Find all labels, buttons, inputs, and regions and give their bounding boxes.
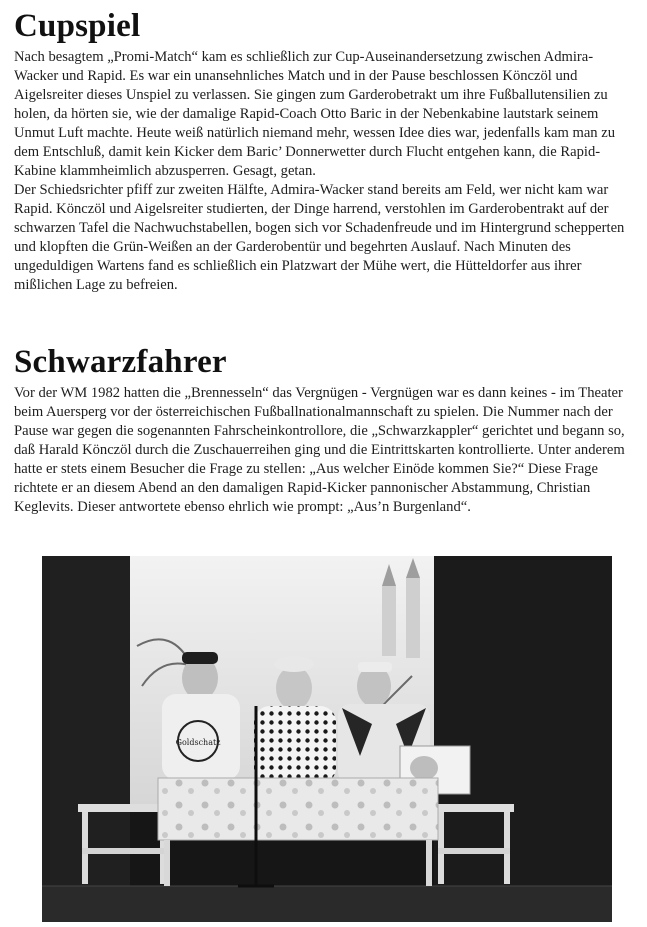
- section-body: [14, 48, 634, 295]
- section-body: [14, 384, 634, 517]
- section-title: Schwarzfahrer: [14, 344, 227, 380]
- paragraph: Nach besagtem „Promi-Match“ kam es schließlich zur Cup-Auseinandersetzung zwischen Admira-Wacker und Rapid. Es war ein unansehnliches Match und in der Pause beschlossen Könczöl und Aigelsreiter dieses Unspiel zu verlassen. Sie gingen zum Garderobetrakt um ihre Fußballutensilien zu holen, da hörten sie, wie der damalige Rapid-Coach Otto Baric in der Nebenkabine lautstark seinem Unmut Luft machte. Heute weiß natürlich niemand mehr, wessen Idee dies war, jedenfalls kam man zu dem Entschluß, damit kein Kicker dem Baric’ Donnerwetter durch Flucht entgehen kann, die Rapid-Kabine klammheimlich abzusperren. Gesagt, getan.: [14, 49, 616, 179]
- section-title: Cupspiel: [14, 8, 141, 44]
- section-cupspiel: [14, 8, 634, 295]
- stage-photo: [42, 556, 612, 922]
- curtain-right: [434, 556, 612, 886]
- person-left: [162, 694, 240, 780]
- paragraph: Vor der WM 1982 hatten die „Brennesseln“ das Vergnügen - Vergnügen war es dann keines - im Theater beim Auersperg vor der österreichischen Fußballnationalmannschaft zu spielen. Die Nummer nach der Pause war gegen die sogenannten Fahrscheinkontrollore, die „Schwarzkappler“ gerichtet und begann so, daß Harald Könczöl durch die Zuschauerreihen ging und die Eintrittskarten kontrollierte. Unter anderem hatte er stets einem Besucher die Frage zu stellen: „Aus welcher Einöde kommen Sie?“ Diese Frage richtete er an diesem Abend an den damaligen Rapid-Kicker pannonischer Abstammung, Christian Keglevits. Dieser antwortete ebenso ehrlich wie prompt: „Aus’n Burgenland“.: [14, 385, 625, 515]
- bench-left: [78, 804, 170, 812]
- sign-text: Goldschatz: [175, 738, 221, 747]
- section-schwarzfahrer: [14, 344, 634, 517]
- bench-right: [434, 804, 514, 812]
- table-cloth: [158, 778, 438, 840]
- person-middle: [254, 706, 336, 784]
- paragraph: Der Schiedsrichter pfiff zur zweiten Hälfte, Admira-Wacker stand bereits am Feld, wer nicht kam war Rapid. Könczöl und Aigelsreiter studierten, der Dinge harrend, verstohlen im Garderobentrakt auf der schwarzen Tafel die Nachwuchstabellen, bogen sich vor Schadenfreude und im Hintergrund schepperten und klopften die Grün-Weißen an der Garderobentür und begehrten Auslauf. Nach Minuten des ungeduldigen Wartens fand es schließlich ein Platzwart der Mühe wert, die Hütteldorfer aus ihrer mißlichen Lage zu befreien.: [14, 182, 625, 293]
